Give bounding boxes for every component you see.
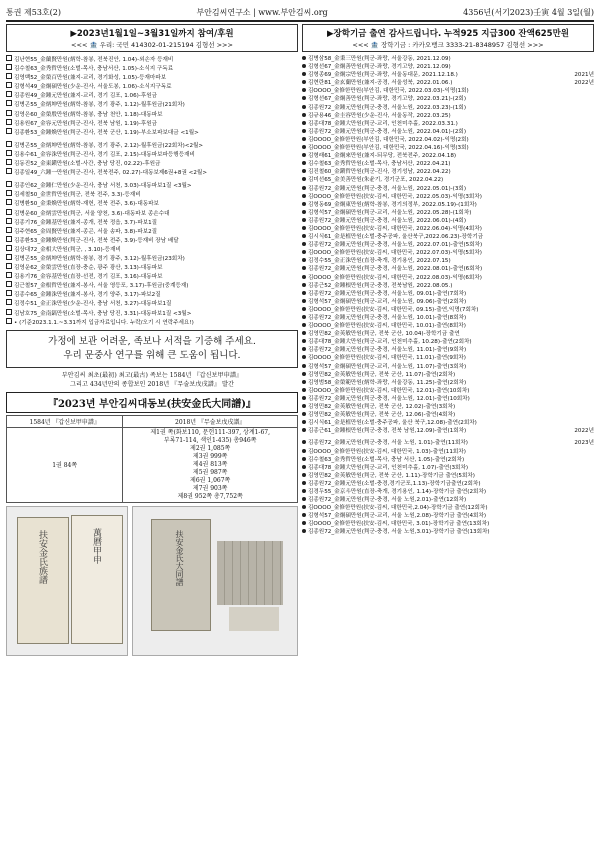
- scholarship-header-box: [302, 24, 594, 52]
- donor-item: 김병환50_金秉煥만원(炳학-재헌, 전북 전주, 3.6)-대동파보: [6, 199, 298, 208]
- contributor-text: 김형동69_金炯東만원(炳학-참봉, 경기의정부, 2022.05.19)-(1회차): [308, 201, 477, 208]
- contributor-text: 김종원72_金鍾元만원(소벌-충경,경기군포,1.13)-장학기금출연(2회차): [308, 480, 481, 487]
- contributor-item: [302, 395, 594, 403]
- donation-account: <<< 🏦 우리: 국민 414302-01-215194 김형선 >>>: [71, 41, 233, 49]
- contributor-item: [302, 411, 594, 419]
- contributor-item: [302, 488, 594, 496]
- contributor-item: [302, 136, 594, 144]
- contributor-text: 김종대78_金鍾大만원(判군-교리, 인천미추홀, 1.07)-출연(3회차): [308, 464, 469, 471]
- contributor-text: 김종원72_金鍾元만원(判군-충경, 서울노원, 10.01)-출연(8회차): [308, 315, 467, 321]
- scholarship-title: ▶장학기금 출연 감사드립니다. 누적925 지급300 잔액625만원: [326, 29, 569, 39]
- photo-old-genealogy: [6, 506, 128, 656]
- contributor-item: [302, 456, 594, 464]
- photo1-book-label-2: 萬曆甲申: [91, 527, 101, 564]
- contributor-item: [302, 87, 594, 95]
- contributor-item: [302, 55, 594, 63]
- donation-appeal-box: [6, 330, 298, 368]
- donor-item: 김종인62_金鍾仁만원(少운-진사, 충남 서천, 3.03)-대동파보1질 <3월>: [6, 181, 298, 190]
- table-cell-1584: 1권 84쪽: [7, 427, 123, 502]
- issue-number: 통권 제53호(2): [6, 7, 61, 17]
- contributor-item: [302, 209, 594, 217]
- donor-item: 김종수65_金鍾洙만원(兼지-봉사, 경기 양주, 3.17)-파보2질: [6, 290, 298, 299]
- contributor-item: [302, 233, 594, 241]
- contributor-text: 김형석57_金炯碩만원(判군-교리, 서울노원, 2022.05.28)-(1회차): [308, 209, 472, 216]
- donor-item: 김근철57_金根哲만원(兼지-봉사, 서울 영등포, 3.17)-후원금(중계등재): [6, 281, 298, 290]
- contributor-item: [302, 448, 594, 456]
- contributor-item: [302, 419, 594, 427]
- contributor-text: 김종대78_金鍾大만원(判군-교리, 인천미추홀, 10.28)-출연(2회차): [308, 339, 472, 346]
- contributor-text: 김종원72_金鍾元만원(判군-충경, 서울노원, 2022.05.01)-(3회): [308, 185, 467, 192]
- volume-line: 제3권 999쪽: [192, 452, 228, 460]
- contributor-item: [302, 464, 594, 472]
- contributor-text: 김시식61_金是植만원(소벌-충주공파, 울산북구,2022.06.23)-장학기금: [308, 234, 484, 241]
- issue-date: 4356년(서기2023)壬寅 4월 3일(월): [463, 7, 594, 17]
- photo1-book-label: 扶安金氏族譜: [37, 529, 47, 584]
- donor-item: 김병곤55_金炳坤만원(炳학-참봉, 경기 광주, 2.12)-월후원금(22회차)<2월>: [6, 141, 298, 150]
- contributor-text: 김OOOO_金修한만원(扶安-김씨, 대한민국, 3.01)-장학기금 출연(13회차): [308, 521, 490, 528]
- volume-line: 제7권 903쪽: [192, 484, 228, 492]
- contributor-item: [302, 201, 594, 209]
- volume-line: 제5권 987쪽: [192, 468, 228, 476]
- genealogy-info: [6, 371, 298, 389]
- contributor-item: [302, 504, 594, 512]
- contributor-item: [302, 217, 594, 225]
- contributor-item: [302, 63, 594, 71]
- appeal-line-2: 우리 문중사 연구를 위해 큰 도움이 됩니다.: [63, 349, 241, 361]
- donor-item: 김세철50_金世哲만원(判군, 전북 전주, 3.3)-등재비: [6, 190, 298, 199]
- contributor-item: [302, 176, 594, 184]
- volume-line: 부록71-114, 색인1-435) 총946쪽: [163, 436, 257, 444]
- donor-item: 김주현65_金周賢만원(兼지-종곤, 서울 송파, 3.8)-파보2질: [6, 227, 298, 236]
- contributor-text: 김형석57_金炯碩만원(判군-교리, 서울노원, 09.06)-출연(2회차): [308, 298, 467, 305]
- contributor-item: [302, 160, 594, 168]
- book-photos: [6, 506, 298, 656]
- contributor-item: [302, 225, 594, 233]
- contributor-text: 김현란81_金玄蘭만원(兼지-공경, 서울성북, 2022.01.06.): [308, 80, 453, 87]
- donation-title: ▶2023년1월1일~3월31일까지 참여/후원: [70, 29, 234, 39]
- contributor-item: [302, 193, 594, 201]
- photo2-book-title: 扶安金氏大同譜: [175, 529, 184, 586]
- contributor-item: [302, 314, 594, 322]
- contributor-item: [302, 403, 594, 411]
- contributor-text: 김종원72_金鍾元만원(判군-충경, 서울노원, 2022.04.01)-(2회): [308, 128, 467, 135]
- contributor-text: 김OOOO_金修한만원(扶安-김씨, 대한민국, 11.01)-출연(9회차): [308, 355, 466, 362]
- contributor-text: 김형래61_金炯來만원(兼지-되무당, 전북전주, 2022.04.18): [308, 153, 457, 160]
- right-column: [302, 24, 594, 845]
- table-cell-2018-volumes: [123, 427, 298, 502]
- contributor-item: [302, 168, 594, 176]
- contributor-text: 김정수55_金正洙만원(直장-축개, 경기용인, 2022.07.15): [308, 258, 451, 265]
- donor-item: 김병곤55_金炳坤만원(炳학-참봉, 경기 광주, 3.12)-월후원금(23회차): [6, 254, 298, 263]
- contributor-text: 김경두55_金京斗만원(直장-축개, 경기용인, 1.14)-장학기금 출연(2회차): [308, 488, 487, 495]
- contributor-item: [302, 95, 594, 103]
- contributor-item: [302, 185, 594, 193]
- year-marker: 2021년: [574, 72, 594, 79]
- donor-item: 김동진52_金東鎭만원(소벌-사간, 충남 당진, 02.22)-후원금: [6, 159, 298, 168]
- contributor-item: [302, 439, 594, 447]
- contributor-item: [302, 472, 594, 480]
- contributor-text: 김OOOO_金修한만원(부안김, 대한민국, 2022.03.03)-익명(1회): [308, 88, 469, 95]
- contributor-text: 김종원72_金鍾元만원(判군-충경, 서울노원, 2022.06.01)-(4회): [308, 217, 467, 224]
- donor-item: 김형석49_金炯碩만원(少운-진사, 서울도봉, 1.06)-소식지구독료: [6, 82, 298, 91]
- contributor-text: 김종원72_金鍾元만원(判군-충경, 서울 노원,3.01)-장학기금 출연(13회차): [308, 529, 490, 536]
- contributor-text: 김진철60_金鎭哲만원(判군-진사, 경기성남, 2022.04.22): [308, 169, 451, 176]
- contributor-item: [302, 322, 594, 330]
- contributor-text: 김종원72_金鍾元만원(判군-충경, 서울노원, 2022.03.23)-(1회): [308, 104, 467, 111]
- year-marker: 2022년: [574, 80, 594, 87]
- contributor-item: [302, 144, 594, 152]
- donor-item: 김난현55_金蘭賢만원(炳학-참봉, 전북진안, 1.04)-외손자 등재비: [6, 55, 298, 64]
- donor-item: 김용수61_金容洙만원(判군-진사, 경기 김포, 2.15)-대동파보파등행등재비: [6, 150, 298, 159]
- contributor-item: [302, 346, 594, 354]
- contributor-item: [302, 152, 594, 160]
- contributor-item: [302, 274, 594, 282]
- year-marker: 2022년: [574, 428, 594, 435]
- contributor-text: 김종근52_金鍾根만원(判군-충경, 전북남원, 2022.08.05.): [308, 282, 453, 289]
- contributor-item: [302, 112, 594, 120]
- contributor-text: 김OOOO_金修한만원(扶安-김씨, 대한민국, 2022.05.03)-익명(3회차): [308, 193, 482, 200]
- contributor-text: 김종원72_金鍾元만원(判군-충경, 서울노원, 12.01)-출연(10회차): [308, 395, 470, 402]
- contributor-item: [302, 298, 594, 306]
- contributor-item: [302, 282, 594, 290]
- donor-item: 김병운60_金炳雲만원(判군, 서울 양천, 3.6)-대동파보 종손수대: [6, 209, 298, 218]
- contributor-item: [302, 528, 594, 536]
- contributor-text: 김OOOO_金修한만원(扶安-김씨, 대한민국, 2022.07.03)-익명(5회차): [308, 250, 482, 257]
- contributor-text: 김형석57_金炯碩만원(判군-교리, 서울 노원,2.08)-장학기금 출연(4회차): [308, 513, 487, 520]
- contributor-text: 김종원72_金鍾元만원(判군-충경, 서울 노원, 1.01)-출연(11회차): [308, 440, 468, 447]
- contributor-item: [302, 496, 594, 504]
- contributor-item: [302, 387, 594, 395]
- donor-item: 김용원67_金容元만원(判군-진사, 전북 남원, 1.19)-후원금: [6, 119, 298, 128]
- contributor-item: [302, 71, 594, 79]
- volume-line: 제4권 813쪽: [192, 460, 228, 468]
- info-line-2: 그리고 434년만의 종합보인 2018년 『무술보戊戌譜』 발간: [70, 380, 234, 388]
- contributor-item: [302, 265, 594, 273]
- info-line-1: 부안김씨 최초(最初) 최고(最古) 족보는 1584년 『갑신보甲申譜』: [61, 371, 243, 379]
- donor-list: [6, 55, 298, 318]
- contributor-text: 김형종69_金炯宗만원(判군-좌랑, 서울동대문, 2021.12.18.): [308, 72, 458, 79]
- donor-item: 김종원49_金鍾元만원(兼지-교리, 경기 김포, 1.06)-후원금: [6, 91, 298, 100]
- publisher-site: 부안김씨연구소 | www.부안김씨.org: [196, 7, 328, 17]
- contributor-text: 김종원72_金鍾元만원(判군-충경, 서울노원, 2022.07.01)-출연(5회차): [308, 242, 483, 249]
- contributor-text: 김형석57_金炯碩만원(判군-교리, 서울노원, 11.07)-출연(3회차): [308, 363, 467, 370]
- contributor-item: [302, 379, 594, 387]
- contributor-text: 김종원72_金鍾元만원(判군-충경, 서울노원, 11.01)-출연(9회차): [308, 347, 467, 354]
- contributor-text: 김종원72_金鍾元만원(判군-충경, 서울 노원,2.01)-출연(12회차): [308, 497, 467, 504]
- contributor-text: 김형선67_金炯善만원(判군-좌랑, 경기고양, 2021.12.09): [308, 64, 451, 71]
- contributor-text: 김OOOO_金修한만원(扶安-김씨, 대한민국,2.04)-장학기금 출연(12회차): [308, 505, 488, 512]
- photo-new-genealogy-set: [132, 506, 298, 656]
- contributor-item: [302, 120, 594, 128]
- contributor-item: [302, 427, 594, 435]
- contributor-item: [302, 371, 594, 379]
- contributor-text: 김영범58_金榮範만원(炳학-좌랑, 서울강동, 11.25)-출연(2회차): [308, 379, 467, 386]
- contributor-text: 김형선67_金炯善만원(判군-좌랑, 경기고양, 2022.03.21)-(2회): [308, 96, 467, 103]
- contributor-item: [302, 128, 594, 136]
- volume-line: 제6권 1,067쪽: [190, 476, 231, 484]
- contributor-text: 김종원72_金鍾元만원(判군-충경, 서울노원, 09.01)-출연(7회차): [308, 290, 467, 297]
- donation-header-box: [6, 24, 298, 52]
- contributor-item: [302, 520, 594, 528]
- donor-item: 김영백52_金榮百만원(兼지-교리, 경기화성, 1.05)-등재마파보: [6, 73, 298, 82]
- contributor-text: 김OOOO_金修한만원(扶安-김씨, 대한민국, 2022.08.03)-익명(6회차): [308, 274, 482, 281]
- contributor-text: 김OOOO_金修한만원(扶安-김씨, 대한민국, 2022.06.04)-익명(4회차): [308, 225, 482, 232]
- contributor-text: 김규용46_金圭容만원(少운-진사, 서울동작, 2022.03.25): [308, 112, 451, 119]
- volume-line: 제1권 쪽(화보110, 문헌111-397, 상계1-67,: [150, 428, 271, 436]
- contributor-text: 김영민82_金英敏만원(判군, 전북 군산, 11.07)-출연(2회차): [308, 371, 456, 378]
- contributor-text: 김OOOO_金修한만원(扶安-김씨, 대한민국, 12.01)-출연(10회차): [308, 387, 470, 394]
- contributor-text: 김OOOO_金修한만원(扶安-김씨, 대한민국, 09.15)-출연,익명(7회차): [308, 306, 479, 313]
- donor-item: 김정수51_金正洙만원(少운-진사, 충남 서천, 3.27)-대동파보1질: [6, 299, 298, 308]
- contributor-text: 김수철63_金秀哲만원(소벌-목사, 충남서산, 2022.04.21): [308, 161, 451, 168]
- year-marker: 2023년: [574, 440, 594, 447]
- contributor-text: 김시식61_金是植만원(소벌-충주공파, 울산 북구,12.08)-출연(2회차): [308, 420, 477, 427]
- donor-item: 김영은60_金榮殷만원(炳학-참봉, 충남 천안, 1.18)-대동파보: [6, 110, 298, 119]
- donor-item: 김용기76_金容基만원(直장-선전, 경기 김포, 3.16)-대동파보: [6, 272, 298, 281]
- contributor-text: 김영민82_金英敏만원(判군, 전북 군산, 1.11)-장학기금 출연(5회차): [308, 472, 475, 479]
- contributor-item: [302, 306, 594, 314]
- donor-item: 김종일49_六鍾一만원(判군-진사, 전북전주, 02.27)-대동보제6권+8권 <2월>: [6, 168, 298, 177]
- contributor-text: 김미선65_金美善만원(朱윤기, 경기군포, 2022.04.22): [308, 177, 444, 184]
- contributor-item: [302, 257, 594, 265]
- donor-item: 김남호75_金南鎬만원(소벌-목사, 충남 당진, 3.31)-대동파보1질 <3월>: [6, 309, 298, 318]
- contributor-text: 김영민82_金英敏만원(判군, 전북 군산, 12.02)-출연(3회차): [308, 404, 456, 411]
- contributor-text: 김병삼58_金秉三만원(判군-좌랑, 서울강동, 2021.12.09): [308, 56, 451, 62]
- contributor-text: 김영민82_金英敏만원(判군, 전북 군산, 12.06)-출연(4회차): [308, 412, 456, 419]
- appeal-line-1: 가정에 보관 어려운, 족보나 서적을 기증해 주세요.: [48, 335, 256, 347]
- contributor-item: [302, 512, 594, 520]
- donor-item: 김종환53_金鍾煥만원(判군-진사, 전북 전주, 3.9)-등재비 장남 배달: [6, 236, 298, 245]
- volume-line: 제8권 952쪽 총7,752쪽: [177, 492, 243, 500]
- contributor-item: [302, 338, 594, 346]
- contributor-item: [302, 241, 594, 249]
- contributor-item: [302, 363, 594, 371]
- contributor-text: 김종근61_金鍾根만원(判군-충경, 전북 남원,12.09)-출연(1회차): [308, 428, 467, 435]
- contributor-text: 김종원72_金鍾元만원(判군-충경, 서울노원, 2022.08.01)-출연(6회차): [308, 266, 483, 273]
- donor-item: 김종기76_金鍾基만원(兼지-종개, 전북 정읍, 3.7)-파보1질: [6, 218, 298, 227]
- table-header-1584: 1584년 『갑신보甲申譜』: [7, 415, 123, 427]
- donor-note: • (기준2023.1.1.~3.31까지 입금자료입니다. 누락/오기 시 연락주세요!): [6, 318, 298, 327]
- book-banner: 『2023년 부안김씨대동보(扶安金氏大同譜)』: [6, 392, 298, 413]
- contributor-text: 김영민82_金英敏만원(判군, 전북 군산, 10.04)-장학기금 출연: [308, 331, 460, 338]
- contributor-text: 김수철63_金秀哲만원(소벌-목사, 충남 서산, 1.05)-출연(2회차): [308, 456, 465, 463]
- book-comparison-table: [6, 415, 298, 503]
- contributor-text: 김OOOO_金修한만원(扶安-김씨, 대한민국, 10.01)-출연(8회차): [308, 323, 466, 330]
- contributor-item: [302, 330, 594, 338]
- contributor-item: [302, 249, 594, 257]
- page-header: [6, 4, 594, 22]
- donor-item: 김병곤55_金炳坤만원(炳학-참봉, 경기 광주, 1.12)-월후원금(21회차): [6, 100, 298, 109]
- scholarship-contributor-list: [302, 55, 594, 537]
- contributor-text: 김OOOO_金修한만원(扶安-김씨, 대한민국, 1.03)-출연(11회차): [308, 448, 466, 455]
- donor-item: 김영운62_金榮雲만원(直장-충순, 광주 광산, 3.13)-대동파보: [6, 263, 298, 272]
- contributor-text: 김종대78_金鍾大만원(判군-교리, 인천미추홀, 2022.03.31.): [308, 120, 458, 127]
- donor-item: 김상대72_金相大만원(判군, , 3.10)-등재비: [6, 245, 298, 254]
- contributor-item: [302, 290, 594, 298]
- scholarship-account: <<< 🏦 장학기금 : 카카오뱅크 3333-21-8348957 김형선 >>>: [352, 41, 544, 49]
- volume-line: 제2권 1,085쪽: [190, 444, 231, 452]
- contributor-item: [302, 354, 594, 362]
- left-column: [6, 24, 298, 845]
- donor-item: 김종환53_金鍾煥만원(判군-진사, 전북 군산, 1.19)-부소보파보대금 <1월>: [6, 128, 298, 137]
- contributor-item: [302, 104, 594, 112]
- contributor-text: 김OOOO_金修한만원(부안김, 대한민국, 2022.04.16)-익명(3회): [308, 145, 469, 152]
- table-header-2018: 2018년 『무술보戊戌譜』: [123, 415, 298, 427]
- contributor-item: [302, 480, 594, 488]
- donor-item: 김수철63_金秀哲만원(소벌-목사, 충남서산, 1.05)-소식지 구독료: [6, 64, 298, 73]
- contributor-text: 김OOOO_金修한만원(부안김, 대한민국, 2022.04.02)-익명(2회): [308, 136, 469, 143]
- contributor-item: [302, 79, 594, 87]
